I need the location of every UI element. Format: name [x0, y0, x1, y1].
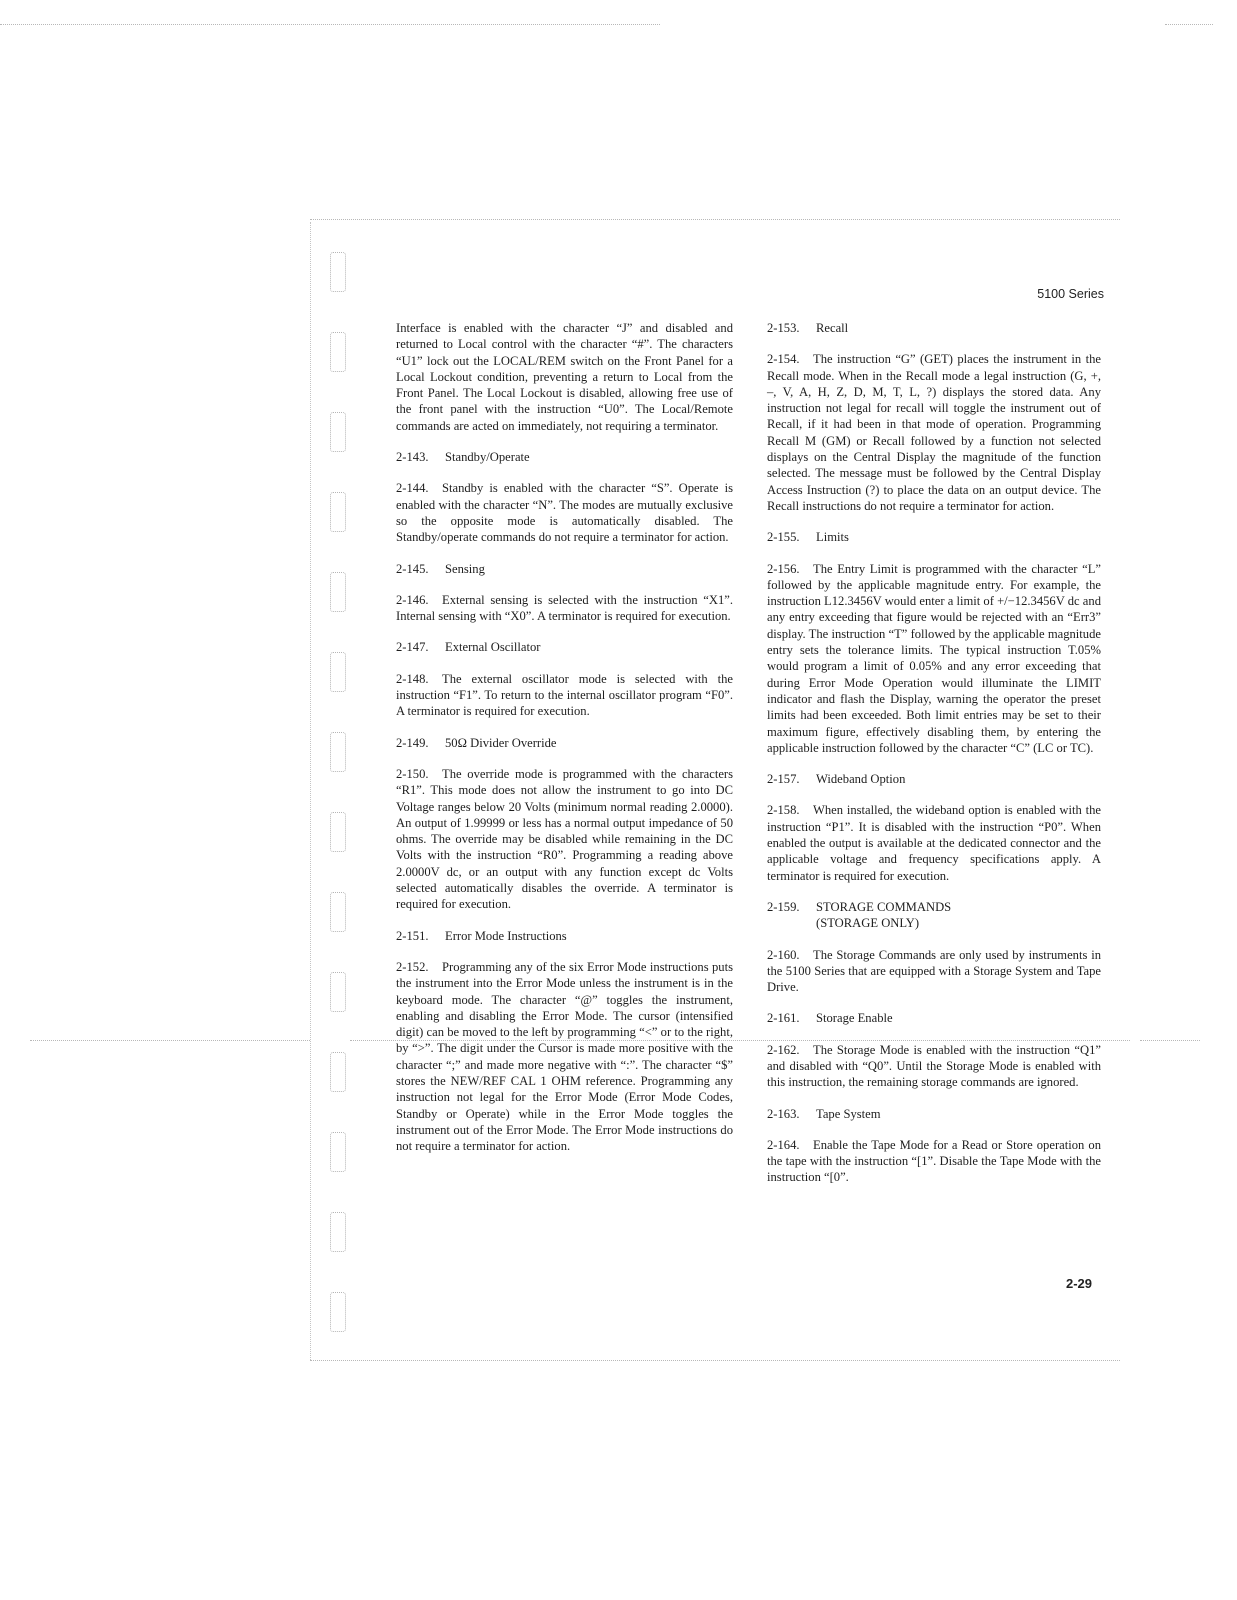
heading-2-155	[767, 529, 1101, 545]
section-title: Storage Enable	[816, 1011, 893, 1026]
section-number: 2-154.	[767, 352, 800, 367]
section-number: 2-150.	[396, 766, 429, 781]
paragraph-intro: Interface is enabled with the character “J” and disabled and returned to Local control with the character “#”. The characters “U1” lock out the LOCAL/REM switch on the Front Panel for a Local Lockout condition, preventing a return to Local from the Front Panel. The Local Lockout is disabled, allowing free use of the front panel with the instruction “U0”. The Local/Remote commands are acted on immediately, not requiring a terminator.	[396, 321, 733, 433]
heading-2-163	[767, 1106, 1101, 1122]
punch-hole	[330, 572, 346, 612]
punch-hole	[330, 412, 346, 452]
punch-hole	[330, 1132, 346, 1172]
punch-hole	[330, 492, 346, 532]
section-title: STORAGE COMMANDS	[816, 899, 952, 914]
paragraph-2-156	[767, 561, 1101, 757]
section-number: 2-156.	[767, 561, 800, 576]
paragraph-2-158	[767, 802, 1101, 883]
section-number: 2-155.	[767, 530, 800, 545]
scan-top-edge	[0, 24, 660, 25]
paragraph-text: Enable the Tape Mode for a Read or Store operation on the tape with the instruction “[1”. Disable the Tape Mode with the instruction “[0”.	[767, 1137, 1101, 1185]
punch-hole	[330, 732, 346, 772]
punch-hole	[330, 252, 346, 292]
section-number: 2-159.	[767, 899, 800, 914]
paragraph-2-162	[767, 1042, 1101, 1091]
section-number: 2-149.	[396, 735, 429, 750]
section-number: 2-146.	[396, 592, 429, 607]
paragraph-2-148	[396, 671, 733, 720]
paragraph-text: The Storage Commands are only used by instruments in the 5100 Series that are equipped with a Storage System and Tape Drive.	[767, 947, 1101, 995]
section-title: Limits	[816, 530, 849, 545]
section-number: 2-160.	[767, 947, 800, 962]
paragraph-text: The instruction “G” (GET) places the instrument in the Recall mode. When in the Recall mode a legal instruction (G, +, –, V, A, H, Z, D, M, T, L, ?) displays the stored data. Any instruction not legal for recall will toggle the instrument out of Recall, if it had been in that mode of operation. Programming Recall M (GM) or Recall followed by a function not selected displays on the Central Display the magnitude of the function selected. The message must be followed by the Central Display Access Instruction (?) to place the data on an output device. The Recall instructions do not require a terminator for action.	[767, 352, 1101, 513]
section-number: 2-152.	[396, 959, 429, 974]
punch-hole	[330, 332, 346, 372]
section-title-line2: (STORAGE ONLY)	[816, 916, 920, 931]
section-number: 2-147.	[396, 640, 429, 655]
section-title: Sensing	[445, 561, 485, 576]
heading-2-161	[767, 1010, 1101, 1026]
section-title: Tape System	[816, 1106, 881, 1121]
section-number: 2-148.	[396, 671, 429, 686]
punch-hole	[330, 1292, 346, 1332]
heading-2-149	[396, 735, 733, 751]
paragraph-2-154	[767, 351, 1101, 514]
section-title: 50Ω Divider Override	[445, 735, 557, 750]
punch-hole	[330, 652, 346, 692]
paragraph-text: The Storage Mode is enabled with the instruction “Q1” and disabled with “Q0”. Until the Storage Mode is enabled with this instruction, the remaining storage commands are ignored.	[767, 1042, 1101, 1090]
section-number: 2-162.	[767, 1042, 800, 1057]
punch-hole	[330, 892, 346, 932]
section-number: 2-157.	[767, 772, 800, 787]
heading-2-159	[767, 899, 1101, 932]
heading-2-157	[767, 771, 1101, 787]
section-title: External Oscillator	[445, 640, 541, 655]
paragraph-text: External sensing is selected with the instruction “X1”. Internal sensing with “X0”. A terminator is required for execution.	[396, 592, 733, 624]
paragraph-2-150	[396, 766, 733, 913]
punch-hole	[330, 972, 346, 1012]
paragraph-text: Standby is enabled with the character “S”. Operate is enabled with the character “N”. The modes are mutually exclusive so the opposite mode is automatically disabled. The Standby/operate commands do not require a terminator for action.	[396, 481, 733, 545]
section-number: 2-145.	[396, 561, 429, 576]
section-number: 2-158.	[767, 803, 800, 818]
paragraph-text: The Entry Limit is programmed with the character “L” followed by the applicable magnitude entry. For example, the instruction L12.3456V would enter a limit of +/−12.3456V dc and any entry exceeding that figure would be rejected with an “Err3” display. The instruction “T” followed by the applicable magnitude entry sets the tolerance limits. The typical instruction T.05% would program a limit of 0.05% and any error exceeding that during Error Mode Operation would illuminate the LIMIT indicator and flash the Display, warning the operator the preset limits had been exceeded. Both limit entries may be set to their maximum figure, effectively disabling them, by entering the applicable instruction followed by the character “C” (LC or TC).	[767, 561, 1101, 755]
section-title: Error Mode Instructions	[445, 928, 567, 943]
section-title: Standby/Operate	[445, 450, 530, 465]
paragraph-2-152	[396, 959, 733, 1155]
heading-2-145	[396, 561, 733, 577]
paragraph-text: The override mode is programmed with the characters “R1”. This mode does not allow the instrument to go into DC Voltage ranges below 20 Volts (minimum normal reading 2.0000). An output of 1.99999 or less has a normal output impedance of 50 ohms. The override may be disabled while remaining in the DC Volts with the instruction “R0”. Programming a reading above 2.0000V dc, or an output with any function except dc Volts selected automatically disables the override. A terminator is required for execution.	[396, 766, 733, 912]
scan-top-edge-right	[1165, 24, 1213, 25]
section-number: 2-163.	[767, 1106, 800, 1121]
page-top-border	[310, 219, 1120, 220]
paragraph-2-160	[767, 947, 1101, 996]
section-number: 2-164.	[767, 1137, 800, 1152]
heading-2-147	[396, 639, 733, 655]
right-column	[767, 320, 1101, 1201]
section-number: 2-144.	[396, 481, 429, 496]
heading-2-153	[767, 320, 1101, 336]
paragraph-2-164	[767, 1137, 1101, 1186]
punch-hole	[330, 1052, 346, 1092]
fold-line-right	[1140, 1040, 1200, 1041]
paragraph-text: When installed, the wideband option is enabled with the instruction “P1”. It is disabled with the instruction “P0”. When enabled the output is available at the dedicated connector and the applicable voltage and frequency specifications apply. A terminator is required for execution.	[767, 803, 1101, 883]
series-header: 5100 Series	[1037, 287, 1104, 301]
page-number: 2-29	[1066, 1276, 1093, 1291]
page-bottom-border	[310, 1360, 1120, 1361]
punch-hole	[330, 1212, 346, 1252]
heading-2-151	[396, 928, 733, 944]
fold-line-left	[30, 1040, 310, 1041]
section-title: Wideband Option	[816, 772, 906, 787]
paragraph-2-146	[396, 592, 733, 625]
left-column	[396, 320, 733, 1169]
section-number: 2-153.	[767, 321, 800, 335]
section-title: Recall	[816, 321, 849, 335]
section-number: 2-161.	[767, 1011, 800, 1026]
heading-2-143	[396, 449, 733, 465]
paragraph-text: Programming any of the six Error Mode instructions puts the instrument into the Error Mode unless the instrument is in the keyboard mode. The character “@” toggles the instrument, enabling and disabling the Error Mode. The cursor (intensified digit) can be moved to the left by programming “<” or to the right, by “>”. The digit under the Cursor is made more positive with the character “;” and made more negative with “:”. The character “$” stores the NEW/REF CAL 1 OHM reference. Programming any instruction not legal for the Error Mode (Error Mode Codes, Standby or Operate) while in the Error Mode toggles the instrument out of the Error Mode. The Error Mode instructions do not require a terminator for action.	[396, 959, 733, 1154]
section-number: 2-151.	[396, 928, 429, 943]
page-left-border	[310, 222, 311, 1360]
section-number: 2-143.	[396, 450, 429, 465]
paragraph-2-144	[396, 480, 733, 545]
paragraph-text: The external oscillator mode is selected with the instruction “F1”. To return to the internal oscillator program “F0”. A terminator is required for execution.	[396, 671, 733, 719]
punch-hole	[330, 812, 346, 852]
